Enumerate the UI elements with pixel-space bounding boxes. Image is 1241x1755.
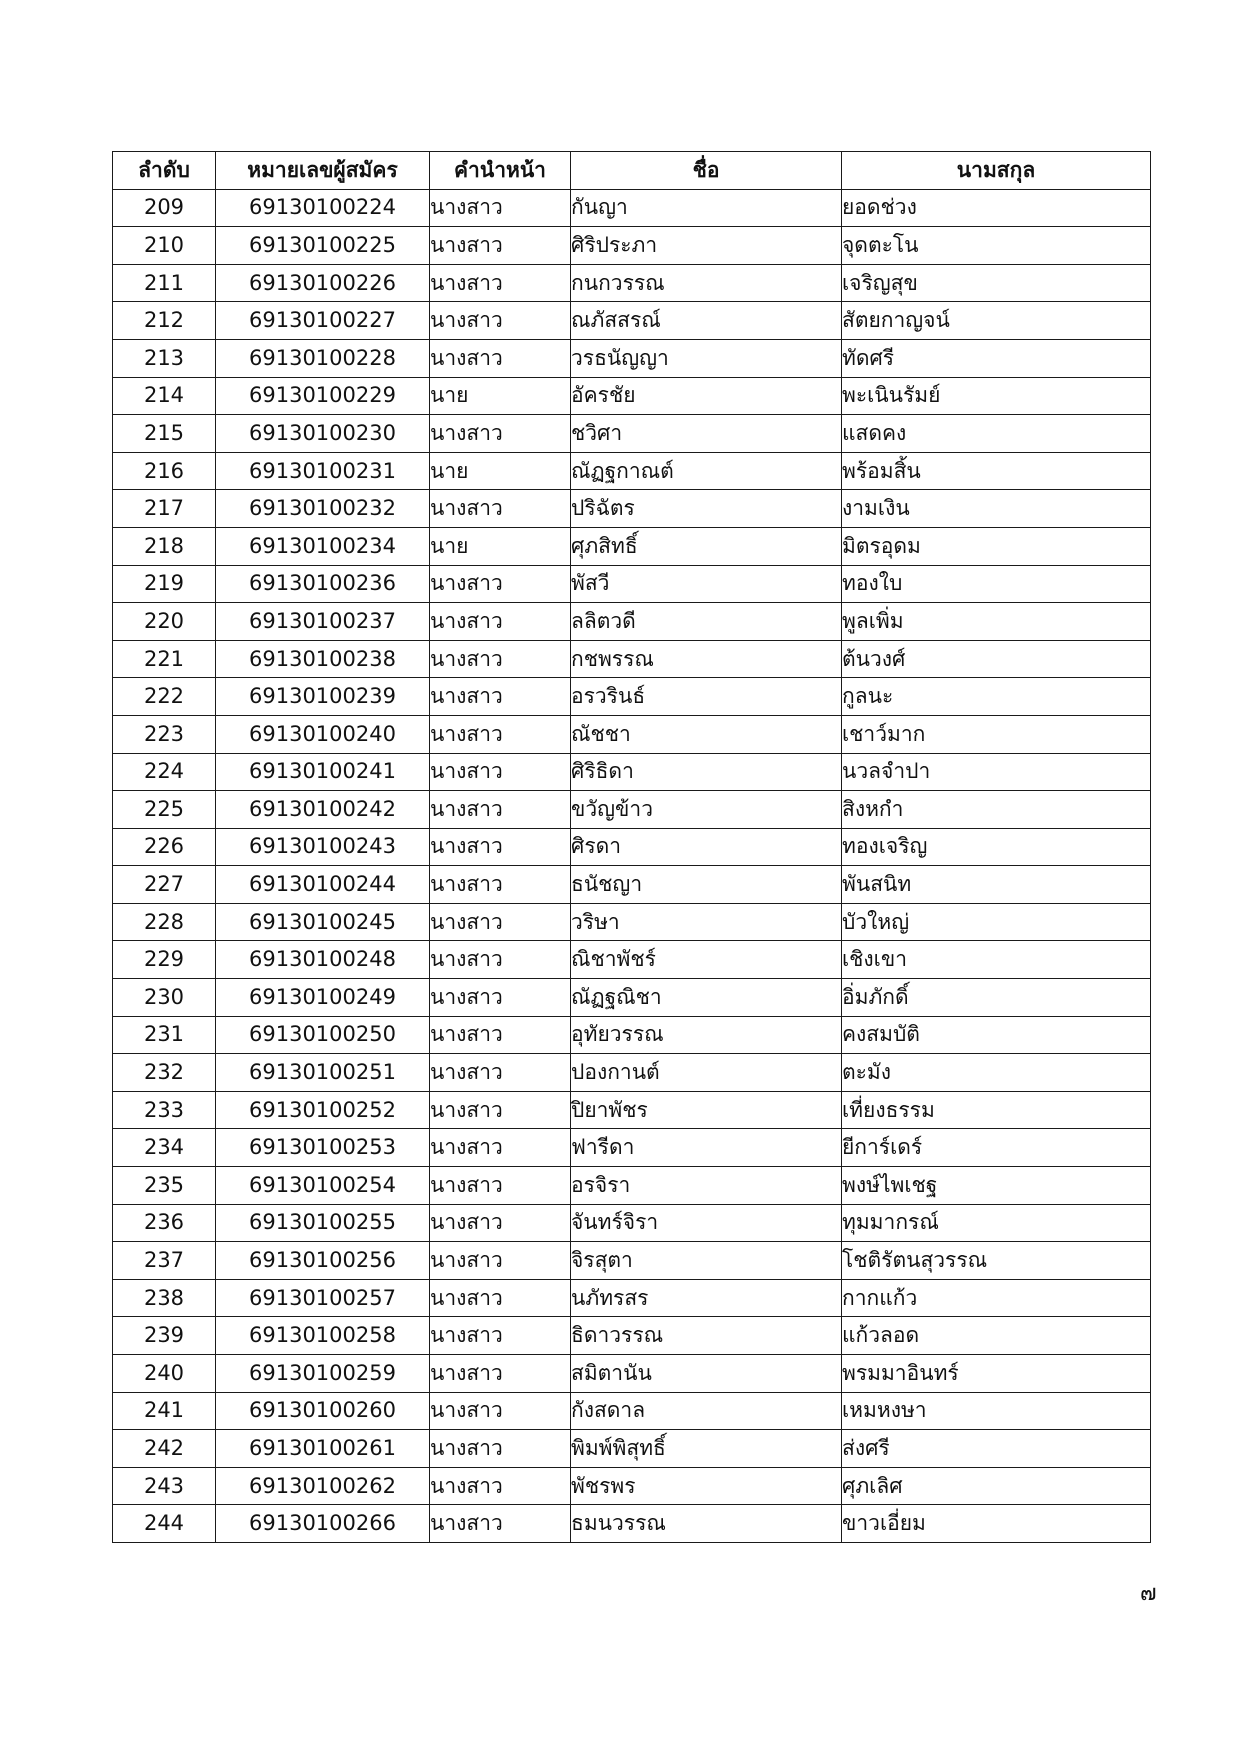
applicant-number-cell: 69130100253: [216, 1129, 430, 1167]
first-name-cell: กังสดาล: [571, 1392, 842, 1430]
title-prefix-cell: นางสาว: [430, 1204, 571, 1242]
order-cell: 224: [113, 753, 216, 791]
first-name-cell: ชวิศา: [571, 415, 842, 453]
last-name-cell: ยอดช่วง: [842, 189, 1151, 227]
first-name-cell: อัครชัย: [571, 377, 842, 415]
applicant-number-cell: 69130100231: [216, 452, 430, 490]
last-name-cell: ศุภเลิศ: [842, 1467, 1151, 1505]
last-name-cell: ส่งศรี: [842, 1430, 1151, 1468]
applicant-number-cell: 69130100228: [216, 339, 430, 377]
last-name-cell: ทุมมากรณ์: [842, 1204, 1151, 1242]
first-name-cell: ปองกานต์: [571, 1054, 842, 1092]
applicant-number-cell: 69130100255: [216, 1204, 430, 1242]
last-name-cell: ต้นวงศ์: [842, 640, 1151, 678]
first-name-cell: ศิริธิดา: [571, 753, 842, 791]
first-name-cell: ธนัชญา: [571, 866, 842, 904]
table-row: [113, 264, 1151, 302]
applicant-number-cell: 69130100258: [216, 1317, 430, 1355]
applicant-number-cell: 69130100243: [216, 828, 430, 866]
table-row: [113, 903, 1151, 941]
order-cell: 222: [113, 678, 216, 716]
table-row: [113, 302, 1151, 340]
last-name-cell: พรมมาอินทร์: [842, 1355, 1151, 1393]
first-name-cell: จันทร์จิรา: [571, 1204, 842, 1242]
applicant-number-cell: 69130100256: [216, 1242, 430, 1280]
order-cell: 226: [113, 828, 216, 866]
title-prefix-cell: นางสาว: [430, 1167, 571, 1205]
order-cell: 216: [113, 452, 216, 490]
table-row: [113, 1392, 1151, 1430]
table-row: [113, 715, 1151, 753]
order-cell: 234: [113, 1129, 216, 1167]
last-name-cell: เชาว์มาก: [842, 715, 1151, 753]
first-name-cell: อรวรินธ์: [571, 678, 842, 716]
first-name-cell: พิมพ์พิสุทธิ์: [571, 1430, 842, 1468]
applicant-number-cell: 69130100244: [216, 866, 430, 904]
order-cell: 211: [113, 264, 216, 302]
order-cell: 228: [113, 903, 216, 941]
table-row: [113, 678, 1151, 716]
order-cell: 241: [113, 1392, 216, 1430]
first-name-cell: ธิดาวรรณ: [571, 1317, 842, 1355]
first-name-cell: ณัชชา: [571, 715, 842, 753]
title-prefix-cell: นางสาว: [430, 1016, 571, 1054]
first-name-cell: ศุภสิทธิ์: [571, 527, 842, 565]
title-prefix-cell: นางสาว: [430, 1242, 571, 1280]
last-name-cell: อิ่มภักดิ์: [842, 979, 1151, 1017]
applicant-number-cell: 69130100239: [216, 678, 430, 716]
table-row: [113, 1430, 1151, 1468]
last-name-cell: แก้วลอด: [842, 1317, 1151, 1355]
title-prefix-cell: นางสาว: [430, 828, 571, 866]
last-name-cell: พูลเพิ่ม: [842, 603, 1151, 641]
applicant-number-cell: 69130100238: [216, 640, 430, 678]
last-name-cell: บัวใหญ่: [842, 903, 1151, 941]
applicant-number-cell: 69130100242: [216, 791, 430, 829]
first-name-cell: ธมนวรรณ: [571, 1505, 842, 1543]
table-row: [113, 339, 1151, 377]
title-prefix-cell: นางสาว: [430, 1430, 571, 1468]
last-name-cell: กูลนะ: [842, 678, 1151, 716]
first-name-cell: ศิรดา: [571, 828, 842, 866]
first-name-cell: ณภัสสรณ์: [571, 302, 842, 340]
applicant-number-cell: 69130100262: [216, 1467, 430, 1505]
applicant-number-cell: 69130100248: [216, 941, 430, 979]
last-name-cell: แสดคง: [842, 415, 1151, 453]
table-row: [113, 603, 1151, 641]
table-row: [113, 1167, 1151, 1205]
table-row: [113, 640, 1151, 678]
first-name-cell: กชพรรณ: [571, 640, 842, 678]
last-name-cell: ทองเจริญ: [842, 828, 1151, 866]
applicant-number-cell: 69130100249: [216, 979, 430, 1017]
order-cell: 233: [113, 1091, 216, 1129]
first-name-cell: จิรสุตา: [571, 1242, 842, 1280]
title-prefix-cell: นางสาว: [430, 490, 571, 528]
title-prefix-cell: นางสาว: [430, 189, 571, 227]
last-name-cell: สิงหกำ: [842, 791, 1151, 829]
order-cell: 237: [113, 1242, 216, 1280]
table-row: [113, 565, 1151, 603]
table-row: [113, 1016, 1151, 1054]
first-name-cell: กันญา: [571, 189, 842, 227]
table-row: [113, 377, 1151, 415]
order-cell: 235: [113, 1167, 216, 1205]
header-title-prefix: คำนำหน้า: [430, 152, 571, 190]
last-name-cell: ขาวเอี่ยม: [842, 1505, 1151, 1543]
table-header: [113, 152, 1151, 190]
title-prefix-cell: นางสาว: [430, 302, 571, 340]
title-prefix-cell: นางสาว: [430, 903, 571, 941]
order-cell: 221: [113, 640, 216, 678]
first-name-cell: ลลิตวดี: [571, 603, 842, 641]
last-name-cell: เที่ยงธรรม: [842, 1091, 1151, 1129]
first-name-cell: ณัฏฐกาณต์: [571, 452, 842, 490]
first-name-cell: นภัทรสร: [571, 1279, 842, 1317]
last-name-cell: พันสนิท: [842, 866, 1151, 904]
applicant-number-cell: 69130100254: [216, 1167, 430, 1205]
order-cell: 242: [113, 1430, 216, 1468]
last-name-cell: งามเงิน: [842, 490, 1151, 528]
first-name-cell: กนกวรรณ: [571, 264, 842, 302]
first-name-cell: พัสวี: [571, 565, 842, 603]
applicant-number-cell: 69130100252: [216, 1091, 430, 1129]
table-row: [113, 1317, 1151, 1355]
last-name-cell: กากแก้ว: [842, 1279, 1151, 1317]
order-cell: 214: [113, 377, 216, 415]
order-cell: 215: [113, 415, 216, 453]
order-cell: 209: [113, 189, 216, 227]
title-prefix-cell: นางสาว: [430, 565, 571, 603]
order-cell: 210: [113, 227, 216, 265]
applicant-number-cell: 69130100229: [216, 377, 430, 415]
last-name-cell: ยีการ์เดร์: [842, 1129, 1151, 1167]
applicant-number-cell: 69130100232: [216, 490, 430, 528]
applicant-number-cell: 69130100226: [216, 264, 430, 302]
first-name-cell: ณัฏฐณิชา: [571, 979, 842, 1017]
order-cell: 213: [113, 339, 216, 377]
first-name-cell: ขวัญข้าว: [571, 791, 842, 829]
applicant-number-cell: 69130100230: [216, 415, 430, 453]
order-cell: 220: [113, 603, 216, 641]
first-name-cell: อุทัยวรรณ: [571, 1016, 842, 1054]
order-cell: 230: [113, 979, 216, 1017]
applicant-number-cell: 69130100227: [216, 302, 430, 340]
applicant-number-cell: 69130100245: [216, 903, 430, 941]
table-row: [113, 1505, 1151, 1543]
title-prefix-cell: นางสาว: [430, 1091, 571, 1129]
title-prefix-cell: นางสาว: [430, 1355, 571, 1393]
last-name-cell: ตะมัง: [842, 1054, 1151, 1092]
applicant-number-cell: 69130100240: [216, 715, 430, 753]
table-body: [113, 189, 1151, 1542]
title-prefix-cell: นางสาว: [430, 979, 571, 1017]
first-name-cell: ณิชาพัชร์: [571, 941, 842, 979]
table-row: [113, 979, 1151, 1017]
applicant-number-cell: 69130100257: [216, 1279, 430, 1317]
table-row: [113, 1467, 1151, 1505]
table-row: [113, 1204, 1151, 1242]
header-row: [113, 152, 1151, 190]
applicant-number-cell: 69130100236: [216, 565, 430, 603]
applicant-number-cell: 69130100224: [216, 189, 430, 227]
title-prefix-cell: นางสาว: [430, 1054, 571, 1092]
table-row: [113, 1129, 1151, 1167]
table-row: [113, 941, 1151, 979]
title-prefix-cell: นางสาว: [430, 1505, 571, 1543]
first-name-cell: วริษา: [571, 903, 842, 941]
last-name-cell: จุดตะโน: [842, 227, 1151, 265]
order-cell: 240: [113, 1355, 216, 1393]
title-prefix-cell: นางสาว: [430, 640, 571, 678]
last-name-cell: คงสมบัติ: [842, 1016, 1151, 1054]
title-prefix-cell: นางสาว: [430, 866, 571, 904]
last-name-cell: พร้อมสิ้น: [842, 452, 1151, 490]
order-cell: 225: [113, 791, 216, 829]
table-row: [113, 828, 1151, 866]
last-name-cell: นวลจำปา: [842, 753, 1151, 791]
last-name-cell: ทองใบ: [842, 565, 1151, 603]
title-prefix-cell: นาย: [430, 452, 571, 490]
last-name-cell: พะเนินรัมย์: [842, 377, 1151, 415]
table-row: [113, 1279, 1151, 1317]
first-name-cell: ฟารีดา: [571, 1129, 842, 1167]
applicant-number-cell: 69130100266: [216, 1505, 430, 1543]
order-cell: 239: [113, 1317, 216, 1355]
last-name-cell: โชติรัตนสุวรรณ: [842, 1242, 1151, 1280]
applicant-number-cell: 69130100259: [216, 1355, 430, 1393]
table-row: [113, 1091, 1151, 1129]
order-cell: 218: [113, 527, 216, 565]
applicant-number-cell: 69130100234: [216, 527, 430, 565]
first-name-cell: วรธนัญญา: [571, 339, 842, 377]
applicant-number-cell: 69130100225: [216, 227, 430, 265]
header-last-name: นามสกุล: [842, 152, 1151, 190]
table-row: [113, 452, 1151, 490]
header-order: ลำดับ: [113, 152, 216, 190]
title-prefix-cell: นางสาว: [430, 1129, 571, 1167]
table-row: [113, 1355, 1151, 1393]
order-cell: 236: [113, 1204, 216, 1242]
first-name-cell: พัชรพร: [571, 1467, 842, 1505]
table-row: [113, 490, 1151, 528]
title-prefix-cell: นางสาว: [430, 1279, 571, 1317]
table-row: [113, 1242, 1151, 1280]
applicant-number-cell: 69130100261: [216, 1430, 430, 1468]
last-name-cell: ทัดศรี: [842, 339, 1151, 377]
table-row: [113, 1054, 1151, 1092]
title-prefix-cell: นางสาว: [430, 753, 571, 791]
first-name-cell: ปริฉัตร: [571, 490, 842, 528]
title-prefix-cell: นาย: [430, 527, 571, 565]
order-cell: 217: [113, 490, 216, 528]
title-prefix-cell: นางสาว: [430, 415, 571, 453]
page-number: ๗: [1140, 1581, 1157, 1606]
order-cell: 231: [113, 1016, 216, 1054]
applicant-table: [112, 151, 1151, 1543]
table-row: [113, 791, 1151, 829]
title-prefix-cell: นางสาว: [430, 339, 571, 377]
order-cell: 223: [113, 715, 216, 753]
header-first-name: ชื่อ: [571, 152, 842, 190]
applicant-number-cell: 69130100251: [216, 1054, 430, 1092]
title-prefix-cell: นางสาว: [430, 715, 571, 753]
table-row: [113, 527, 1151, 565]
last-name-cell: สัตยกาญจน์: [842, 302, 1151, 340]
title-prefix-cell: นางสาว: [430, 1392, 571, 1430]
title-prefix-cell: นางสาว: [430, 1467, 571, 1505]
last-name-cell: เจริญสุข: [842, 264, 1151, 302]
header-applicant-number: หมายเลขผู้สมัคร: [216, 152, 430, 190]
table-row: [113, 189, 1151, 227]
order-cell: 212: [113, 302, 216, 340]
order-cell: 243: [113, 1467, 216, 1505]
order-cell: 227: [113, 866, 216, 904]
applicant-number-cell: 69130100241: [216, 753, 430, 791]
order-cell: 238: [113, 1279, 216, 1317]
first-name-cell: ปิยาพัชร: [571, 1091, 842, 1129]
applicant-number-cell: 69130100250: [216, 1016, 430, 1054]
table-row: [113, 227, 1151, 265]
table-row: [113, 866, 1151, 904]
title-prefix-cell: นาย: [430, 377, 571, 415]
order-cell: 219: [113, 565, 216, 603]
order-cell: 244: [113, 1505, 216, 1543]
table-row: [113, 415, 1151, 453]
first-name-cell: สมิตานัน: [571, 1355, 842, 1393]
order-cell: 232: [113, 1054, 216, 1092]
title-prefix-cell: นางสาว: [430, 264, 571, 302]
title-prefix-cell: นางสาว: [430, 1317, 571, 1355]
last-name-cell: เหมหงษา: [842, 1392, 1151, 1430]
title-prefix-cell: นางสาว: [430, 941, 571, 979]
first-name-cell: อรจิรา: [571, 1167, 842, 1205]
last-name-cell: พงษ์ไพเชฐ: [842, 1167, 1151, 1205]
last-name-cell: เชิงเขา: [842, 941, 1151, 979]
first-name-cell: ศิริประภา: [571, 227, 842, 265]
title-prefix-cell: นางสาว: [430, 791, 571, 829]
title-prefix-cell: นางสาว: [430, 603, 571, 641]
table-row: [113, 753, 1151, 791]
title-prefix-cell: นางสาว: [430, 678, 571, 716]
applicant-number-cell: 69130100237: [216, 603, 430, 641]
last-name-cell: มิตรอุดม: [842, 527, 1151, 565]
applicant-number-cell: 69130100260: [216, 1392, 430, 1430]
title-prefix-cell: นางสาว: [430, 227, 571, 265]
order-cell: 229: [113, 941, 216, 979]
